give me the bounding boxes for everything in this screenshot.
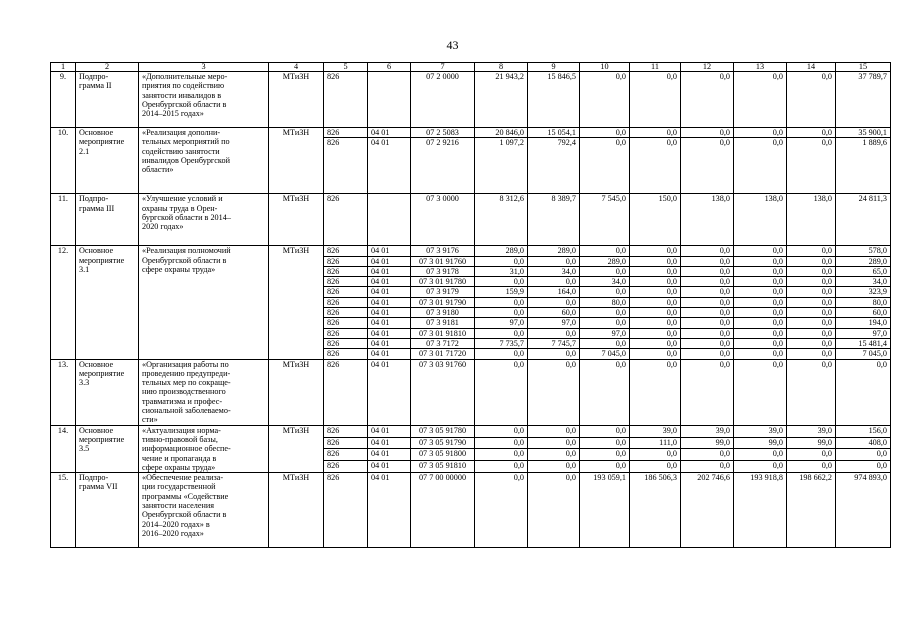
year-value-cell: 0,0: [630, 138, 681, 194]
year-value-cell: 792,4: [528, 138, 580, 194]
table-row: [51, 359, 891, 425]
column-number-cell: 1: [51, 63, 76, 72]
year-value-cell: 0,0: [630, 359, 681, 425]
year-value-cell: 0,0: [475, 359, 528, 425]
year-value-cell: 0,0: [528, 359, 580, 425]
year-value-cell: 0,0: [681, 277, 734, 287]
year-value-cell: 0,0: [475, 349, 528, 359]
section-code-cell: 04 01: [368, 349, 411, 359]
year-value-cell: 0,0: [580, 318, 630, 328]
year-value-cell: 0,0: [475, 328, 528, 338]
section-code-cell: 04 01: [368, 318, 411, 328]
year-value-cell: 0,0: [734, 297, 787, 307]
target-item-code-cell: 07 3 9178: [411, 266, 475, 276]
year-value-cell: 7 545,0: [580, 194, 630, 246]
year-value-cell: 0,0: [681, 338, 734, 348]
total-value-cell: 97,0: [836, 328, 891, 338]
item-name-cell: «Дополнительные меро- приятия по содействию занятости инвалидов в Оренбургской области в 2014–2015 годах»: [139, 72, 269, 128]
year-value-cell: 0,0: [734, 318, 787, 328]
year-value-cell: 0,0: [580, 425, 630, 437]
item-name-cell: «Обеспечение реализа- ции государственной программы «Содействие занятости населения Оренбургской области в 2014–2020 годах» в 2016–2020 годах»: [139, 473, 269, 548]
year-value-cell: 186 506,3: [630, 473, 681, 548]
grbs-code-cell: 826: [324, 425, 368, 437]
year-value-cell: 0,0: [787, 138, 836, 194]
row-number-cell: 14.: [51, 425, 76, 472]
column-number-cell: 4: [269, 63, 324, 72]
year-value-cell: 0,0: [630, 277, 681, 287]
grbs-code-cell: 826: [324, 308, 368, 318]
executor-cell: МТиЗН: [269, 473, 324, 548]
executor-cell: МТиЗН: [269, 128, 324, 194]
target-item-code-cell: 07 3 03 91760: [411, 359, 475, 425]
year-value-cell: 15 054,1: [528, 128, 580, 138]
table-row: [51, 128, 891, 138]
section-code-cell: 04 01: [368, 138, 411, 194]
grbs-code-cell: 826: [324, 256, 368, 266]
column-number-cell: 9: [528, 63, 580, 72]
target-item-code-cell: 07 2 5083: [411, 128, 475, 138]
year-value-cell: 0,0: [475, 437, 528, 449]
year-value-cell: 289,0: [528, 246, 580, 256]
year-value-cell: 0,0: [734, 328, 787, 338]
target-item-code-cell: 07 3 01 91810: [411, 328, 475, 338]
section-code-cell: 04 01: [368, 338, 411, 348]
total-value-cell: 80,0: [836, 297, 891, 307]
year-value-cell: 0,0: [630, 266, 681, 276]
column-number-cell: 5: [324, 63, 368, 72]
year-value-cell: 0,0: [787, 287, 836, 297]
item-type-cell: Основное мероприятие 2.1: [76, 128, 139, 194]
grbs-code-cell: 826: [324, 246, 368, 256]
year-value-cell: 0,0: [630, 461, 681, 473]
year-value-cell: 0,0: [630, 72, 681, 128]
year-value-cell: 0,0: [734, 359, 787, 425]
year-value-cell: 21 943,2: [475, 72, 528, 128]
column-number-cell: 11: [630, 63, 681, 72]
year-value-cell: 7 045,0: [580, 349, 630, 359]
target-item-code-cell: 07 3 05 91790: [411, 437, 475, 449]
year-value-cell: 34,0: [528, 266, 580, 276]
year-value-cell: 0,0: [787, 338, 836, 348]
year-value-cell: 0,0: [528, 297, 580, 307]
section-code-cell: [368, 194, 411, 246]
year-value-cell: 0,0: [580, 461, 630, 473]
year-value-cell: 164,0: [528, 287, 580, 297]
year-value-cell: 0,0: [475, 461, 528, 473]
year-value-cell: 0,0: [681, 287, 734, 297]
year-value-cell: 60,0: [528, 308, 580, 318]
section-code-cell: 04 01: [368, 266, 411, 276]
year-value-cell: 8 389,7: [528, 194, 580, 246]
section-code-cell: 04 01: [368, 359, 411, 425]
grbs-code-cell: 826: [324, 287, 368, 297]
item-name-cell: «Актуализация норма- тивно-правовой базы, информационное обеспе- чение и пропаганда в сфере охраны труда»: [139, 425, 269, 472]
year-value-cell: 0,0: [787, 72, 836, 128]
year-value-cell: 0,0: [787, 128, 836, 138]
year-value-cell: 0,0: [528, 256, 580, 266]
total-value-cell: 24 811,3: [836, 194, 891, 246]
table-row: [51, 72, 891, 128]
executor-cell: МТиЗН: [269, 72, 324, 128]
year-value-cell: 0,0: [528, 449, 580, 461]
column-number-cell: 7: [411, 63, 475, 72]
year-value-cell: 198 662,2: [787, 473, 836, 548]
year-value-cell: 0,0: [787, 277, 836, 287]
year-value-cell: 20 846,0: [475, 128, 528, 138]
year-value-cell: 0,0: [787, 266, 836, 276]
item-name-cell: «Организация работы по проведению предупреди- тельных мер по сокраще- нию производственного травматизма и профес- сиональной заболеваемо- сти»: [139, 359, 269, 425]
grbs-code-cell: 826: [324, 349, 368, 359]
year-value-cell: 34,0: [580, 277, 630, 287]
year-value-cell: 0,0: [475, 425, 528, 437]
grbs-code-cell: 826: [324, 359, 368, 425]
year-value-cell: 0,0: [787, 318, 836, 328]
table-row: [51, 425, 891, 437]
year-value-cell: 80,0: [580, 297, 630, 307]
total-value-cell: 289,0: [836, 256, 891, 266]
year-value-cell: 0,0: [734, 338, 787, 348]
column-number-cell: 10: [580, 63, 630, 72]
year-value-cell: 289,0: [580, 256, 630, 266]
year-value-cell: 0,0: [681, 246, 734, 256]
executor-cell: МТиЗН: [269, 359, 324, 425]
year-value-cell: 0,0: [734, 128, 787, 138]
target-item-code-cell: 07 3 05 91810: [411, 461, 475, 473]
year-value-cell: 0,0: [681, 449, 734, 461]
target-item-code-cell: 07 3 01 71720: [411, 349, 475, 359]
section-code-cell: 04 01: [368, 308, 411, 318]
total-value-cell: 65,0: [836, 266, 891, 276]
target-item-code-cell: 07 7 00 00000: [411, 473, 475, 548]
total-value-cell: 156,0: [836, 425, 891, 437]
target-item-code-cell: 07 3 0000: [411, 194, 475, 246]
year-value-cell: 0,0: [734, 449, 787, 461]
year-value-cell: 99,0: [734, 437, 787, 449]
year-value-cell: 0,0: [681, 359, 734, 425]
year-value-cell: 0,0: [630, 349, 681, 359]
year-value-cell: 39,0: [630, 425, 681, 437]
year-value-cell: 0,0: [475, 449, 528, 461]
year-value-cell: 8 312,6: [475, 194, 528, 246]
grbs-code-cell: 826: [324, 72, 368, 128]
year-value-cell: 289,0: [475, 246, 528, 256]
target-item-code-cell: 07 3 01 91760: [411, 256, 475, 266]
row-number-cell: 11.: [51, 194, 76, 246]
year-value-cell: 0,0: [681, 128, 734, 138]
column-number-cell: 2: [76, 63, 139, 72]
year-value-cell: 0,0: [787, 256, 836, 266]
year-value-cell: 0,0: [528, 277, 580, 287]
year-value-cell: 0,0: [787, 349, 836, 359]
total-value-cell: 7 045,0: [836, 349, 891, 359]
year-value-cell: 0,0: [475, 277, 528, 287]
section-code-cell: 04 01: [368, 256, 411, 266]
column-number-cell: 13: [734, 63, 787, 72]
year-value-cell: 193 918,8: [734, 473, 787, 548]
year-value-cell: 99,0: [787, 437, 836, 449]
year-value-cell: 39,0: [681, 425, 734, 437]
target-item-code-cell: 07 3 9176: [411, 246, 475, 256]
section-code-cell: 04 01: [368, 461, 411, 473]
year-value-cell: 0,0: [734, 349, 787, 359]
total-value-cell: 0,0: [836, 449, 891, 461]
year-value-cell: 1 097,2: [475, 138, 528, 194]
total-value-cell: 35 900,1: [836, 128, 891, 138]
year-value-cell: 202 746,6: [681, 473, 734, 548]
year-value-cell: 0,0: [681, 266, 734, 276]
year-value-cell: 0,0: [630, 256, 681, 266]
target-item-code-cell: 07 3 05 91800: [411, 449, 475, 461]
total-value-cell: 60,0: [836, 308, 891, 318]
target-item-code-cell: 07 3 01 91790: [411, 297, 475, 307]
year-value-cell: 0,0: [580, 246, 630, 256]
year-value-cell: 0,0: [681, 349, 734, 359]
page-number: 43: [446, 38, 459, 52]
year-value-cell: 0,0: [734, 277, 787, 287]
year-value-cell: 0,0: [681, 318, 734, 328]
item-name-cell: «Реализация дополни- тельных мероприятий по содействию занятости инвалидов Оренбургской области»: [139, 128, 269, 194]
year-value-cell: 97,0: [475, 318, 528, 328]
table-row: [51, 246, 891, 256]
item-type-cell: Подпро- грамма VII: [76, 473, 139, 548]
year-value-cell: 0,0: [528, 349, 580, 359]
year-value-cell: 0,0: [734, 287, 787, 297]
column-number-cell: 6: [368, 63, 411, 72]
section-code-cell: 04 01: [368, 277, 411, 287]
grbs-code-cell: 826: [324, 194, 368, 246]
year-value-cell: 0,0: [580, 138, 630, 194]
year-value-cell: 99,0: [681, 437, 734, 449]
item-name-cell: «Реализация полномочий Оренбургской области в сфере охраны труда»: [139, 246, 269, 359]
target-item-code-cell: 07 3 7172: [411, 338, 475, 348]
year-value-cell: 0,0: [787, 297, 836, 307]
year-value-cell: 0,0: [734, 308, 787, 318]
grbs-code-cell: 826: [324, 338, 368, 348]
column-number-cell: 12: [681, 63, 734, 72]
row-number-cell: 13.: [51, 359, 76, 425]
section-code-cell: 04 01: [368, 246, 411, 256]
executor-cell: МТиЗН: [269, 194, 324, 246]
year-value-cell: 0,0: [681, 308, 734, 318]
year-value-cell: 159,9: [475, 287, 528, 297]
total-value-cell: 15 481,4: [836, 338, 891, 348]
year-value-cell: 0,0: [787, 328, 836, 338]
grbs-code-cell: 826: [324, 318, 368, 328]
total-value-cell: 323,9: [836, 287, 891, 297]
column-number-cell: 3: [139, 63, 269, 72]
year-value-cell: 0,0: [787, 246, 836, 256]
year-value-cell: 0,0: [630, 328, 681, 338]
year-value-cell: 0,0: [580, 359, 630, 425]
grbs-code-cell: 826: [324, 449, 368, 461]
grbs-code-cell: 826: [324, 138, 368, 194]
year-value-cell: 0,0: [475, 297, 528, 307]
year-value-cell: 138,0: [734, 194, 787, 246]
year-value-cell: 0,0: [528, 473, 580, 548]
year-value-cell: 138,0: [787, 194, 836, 246]
total-value-cell: 34,0: [836, 277, 891, 287]
target-item-code-cell: 07 3 9180: [411, 308, 475, 318]
total-value-cell: 974 893,0: [836, 473, 891, 548]
year-value-cell: 0,0: [787, 461, 836, 473]
year-value-cell: 0,0: [787, 308, 836, 318]
year-value-cell: 0,0: [475, 256, 528, 266]
year-value-cell: 0,0: [681, 72, 734, 128]
year-value-cell: 0,0: [580, 437, 630, 449]
section-code-cell: 04 01: [368, 287, 411, 297]
year-value-cell: 31,0: [475, 266, 528, 276]
year-value-cell: 0,0: [630, 338, 681, 348]
year-value-cell: 0,0: [630, 287, 681, 297]
year-value-cell: 0,0: [630, 318, 681, 328]
target-item-code-cell: 07 2 0000: [411, 72, 475, 128]
grbs-code-cell: 826: [324, 473, 368, 548]
year-value-cell: 7 745,7: [528, 338, 580, 348]
grbs-code-cell: 826: [324, 297, 368, 307]
year-value-cell: 0,0: [734, 461, 787, 473]
year-value-cell: 111,0: [630, 437, 681, 449]
year-value-cell: 0,0: [580, 128, 630, 138]
grbs-code-cell: 826: [324, 266, 368, 276]
executor-cell: МТиЗН: [269, 246, 324, 359]
row-number-cell: 10.: [51, 128, 76, 194]
column-number-cell: 8: [475, 63, 528, 72]
year-value-cell: 0,0: [528, 437, 580, 449]
row-number-cell: 9.: [51, 72, 76, 128]
year-value-cell: 0,0: [734, 266, 787, 276]
year-value-cell: 0,0: [681, 297, 734, 307]
year-value-cell: 193 059,1: [580, 473, 630, 548]
year-value-cell: 0,0: [475, 473, 528, 548]
year-value-cell: 0,0: [681, 256, 734, 266]
section-code-cell: 04 01: [368, 425, 411, 437]
year-value-cell: 7 735,7: [475, 338, 528, 348]
section-code-cell: 04 01: [368, 473, 411, 548]
year-value-cell: 39,0: [787, 425, 836, 437]
year-value-cell: 0,0: [528, 328, 580, 338]
item-type-cell: Основное мероприятие 3.5: [76, 425, 139, 472]
year-value-cell: 97,0: [580, 328, 630, 338]
total-value-cell: 578,0: [836, 246, 891, 256]
total-value-cell: 37 789,7: [836, 72, 891, 128]
grbs-code-cell: 826: [324, 461, 368, 473]
year-value-cell: 138,0: [681, 194, 734, 246]
year-value-cell: 39,0: [734, 425, 787, 437]
year-value-cell: 15 846,5: [528, 72, 580, 128]
target-item-code-cell: 07 2 9216: [411, 138, 475, 194]
table-row: [51, 473, 891, 548]
budget-table: [50, 62, 891, 548]
year-value-cell: 0,0: [580, 338, 630, 348]
grbs-code-cell: 826: [324, 328, 368, 338]
year-value-cell: 0,0: [580, 287, 630, 297]
row-number-cell: 12.: [51, 246, 76, 359]
section-code-cell: 04 01: [368, 437, 411, 449]
year-value-cell: 0,0: [734, 138, 787, 194]
year-value-cell: 0,0: [528, 461, 580, 473]
table-body: [51, 63, 891, 548]
section-code-cell: [368, 72, 411, 128]
section-code-cell: 04 01: [368, 297, 411, 307]
year-value-cell: 0,0: [630, 449, 681, 461]
grbs-code-cell: 826: [324, 277, 368, 287]
year-value-cell: 0,0: [630, 308, 681, 318]
item-type-cell: Подпро- грамма II: [76, 72, 139, 128]
year-value-cell: 0,0: [734, 246, 787, 256]
header-row: [51, 63, 891, 72]
table-row: [51, 194, 891, 246]
column-number-cell: 14: [787, 63, 836, 72]
year-value-cell: 0,0: [580, 266, 630, 276]
year-value-cell: 0,0: [580, 72, 630, 128]
total-value-cell: 194,0: [836, 318, 891, 328]
year-value-cell: 150,0: [630, 194, 681, 246]
executor-cell: МТиЗН: [269, 425, 324, 472]
item-type-cell: Основное мероприятие 3.1: [76, 246, 139, 359]
total-value-cell: 0,0: [836, 359, 891, 425]
year-value-cell: 0,0: [734, 72, 787, 128]
year-value-cell: 0,0: [630, 128, 681, 138]
grbs-code-cell: 826: [324, 437, 368, 449]
row-number-cell: 15.: [51, 473, 76, 548]
year-value-cell: 0,0: [528, 425, 580, 437]
item-type-cell: Основное мероприятие 3.3: [76, 359, 139, 425]
year-value-cell: 0,0: [580, 308, 630, 318]
year-value-cell: 0,0: [630, 297, 681, 307]
section-code-cell: 04 01: [368, 449, 411, 461]
year-value-cell: 0,0: [734, 256, 787, 266]
target-item-code-cell: 07 3 01 91780: [411, 277, 475, 287]
grbs-code-cell: 826: [324, 128, 368, 138]
total-value-cell: 0,0: [836, 461, 891, 473]
year-value-cell: 0,0: [787, 449, 836, 461]
target-item-code-cell: 07 3 9179: [411, 287, 475, 297]
year-value-cell: 0,0: [681, 138, 734, 194]
item-name-cell: «Улучшение условий и охраны труда в Орен- бургской области в 2014– 2020 годах»: [139, 194, 269, 246]
section-code-cell: 04 01: [368, 128, 411, 138]
total-value-cell: 1 889,6: [836, 138, 891, 194]
target-item-code-cell: 07 3 05 91780: [411, 425, 475, 437]
year-value-cell: 0,0: [681, 328, 734, 338]
total-value-cell: 408,0: [836, 437, 891, 449]
column-number-cell: 15: [836, 63, 891, 72]
year-value-cell: 0,0: [681, 461, 734, 473]
year-value-cell: 97,0: [528, 318, 580, 328]
year-value-cell: 0,0: [580, 449, 630, 461]
section-code-cell: 04 01: [368, 328, 411, 338]
item-type-cell: Подпро- грамма III: [76, 194, 139, 246]
year-value-cell: 0,0: [787, 359, 836, 425]
year-value-cell: 0,0: [630, 246, 681, 256]
year-value-cell: 0,0: [475, 308, 528, 318]
target-item-code-cell: 07 3 9181: [411, 318, 475, 328]
